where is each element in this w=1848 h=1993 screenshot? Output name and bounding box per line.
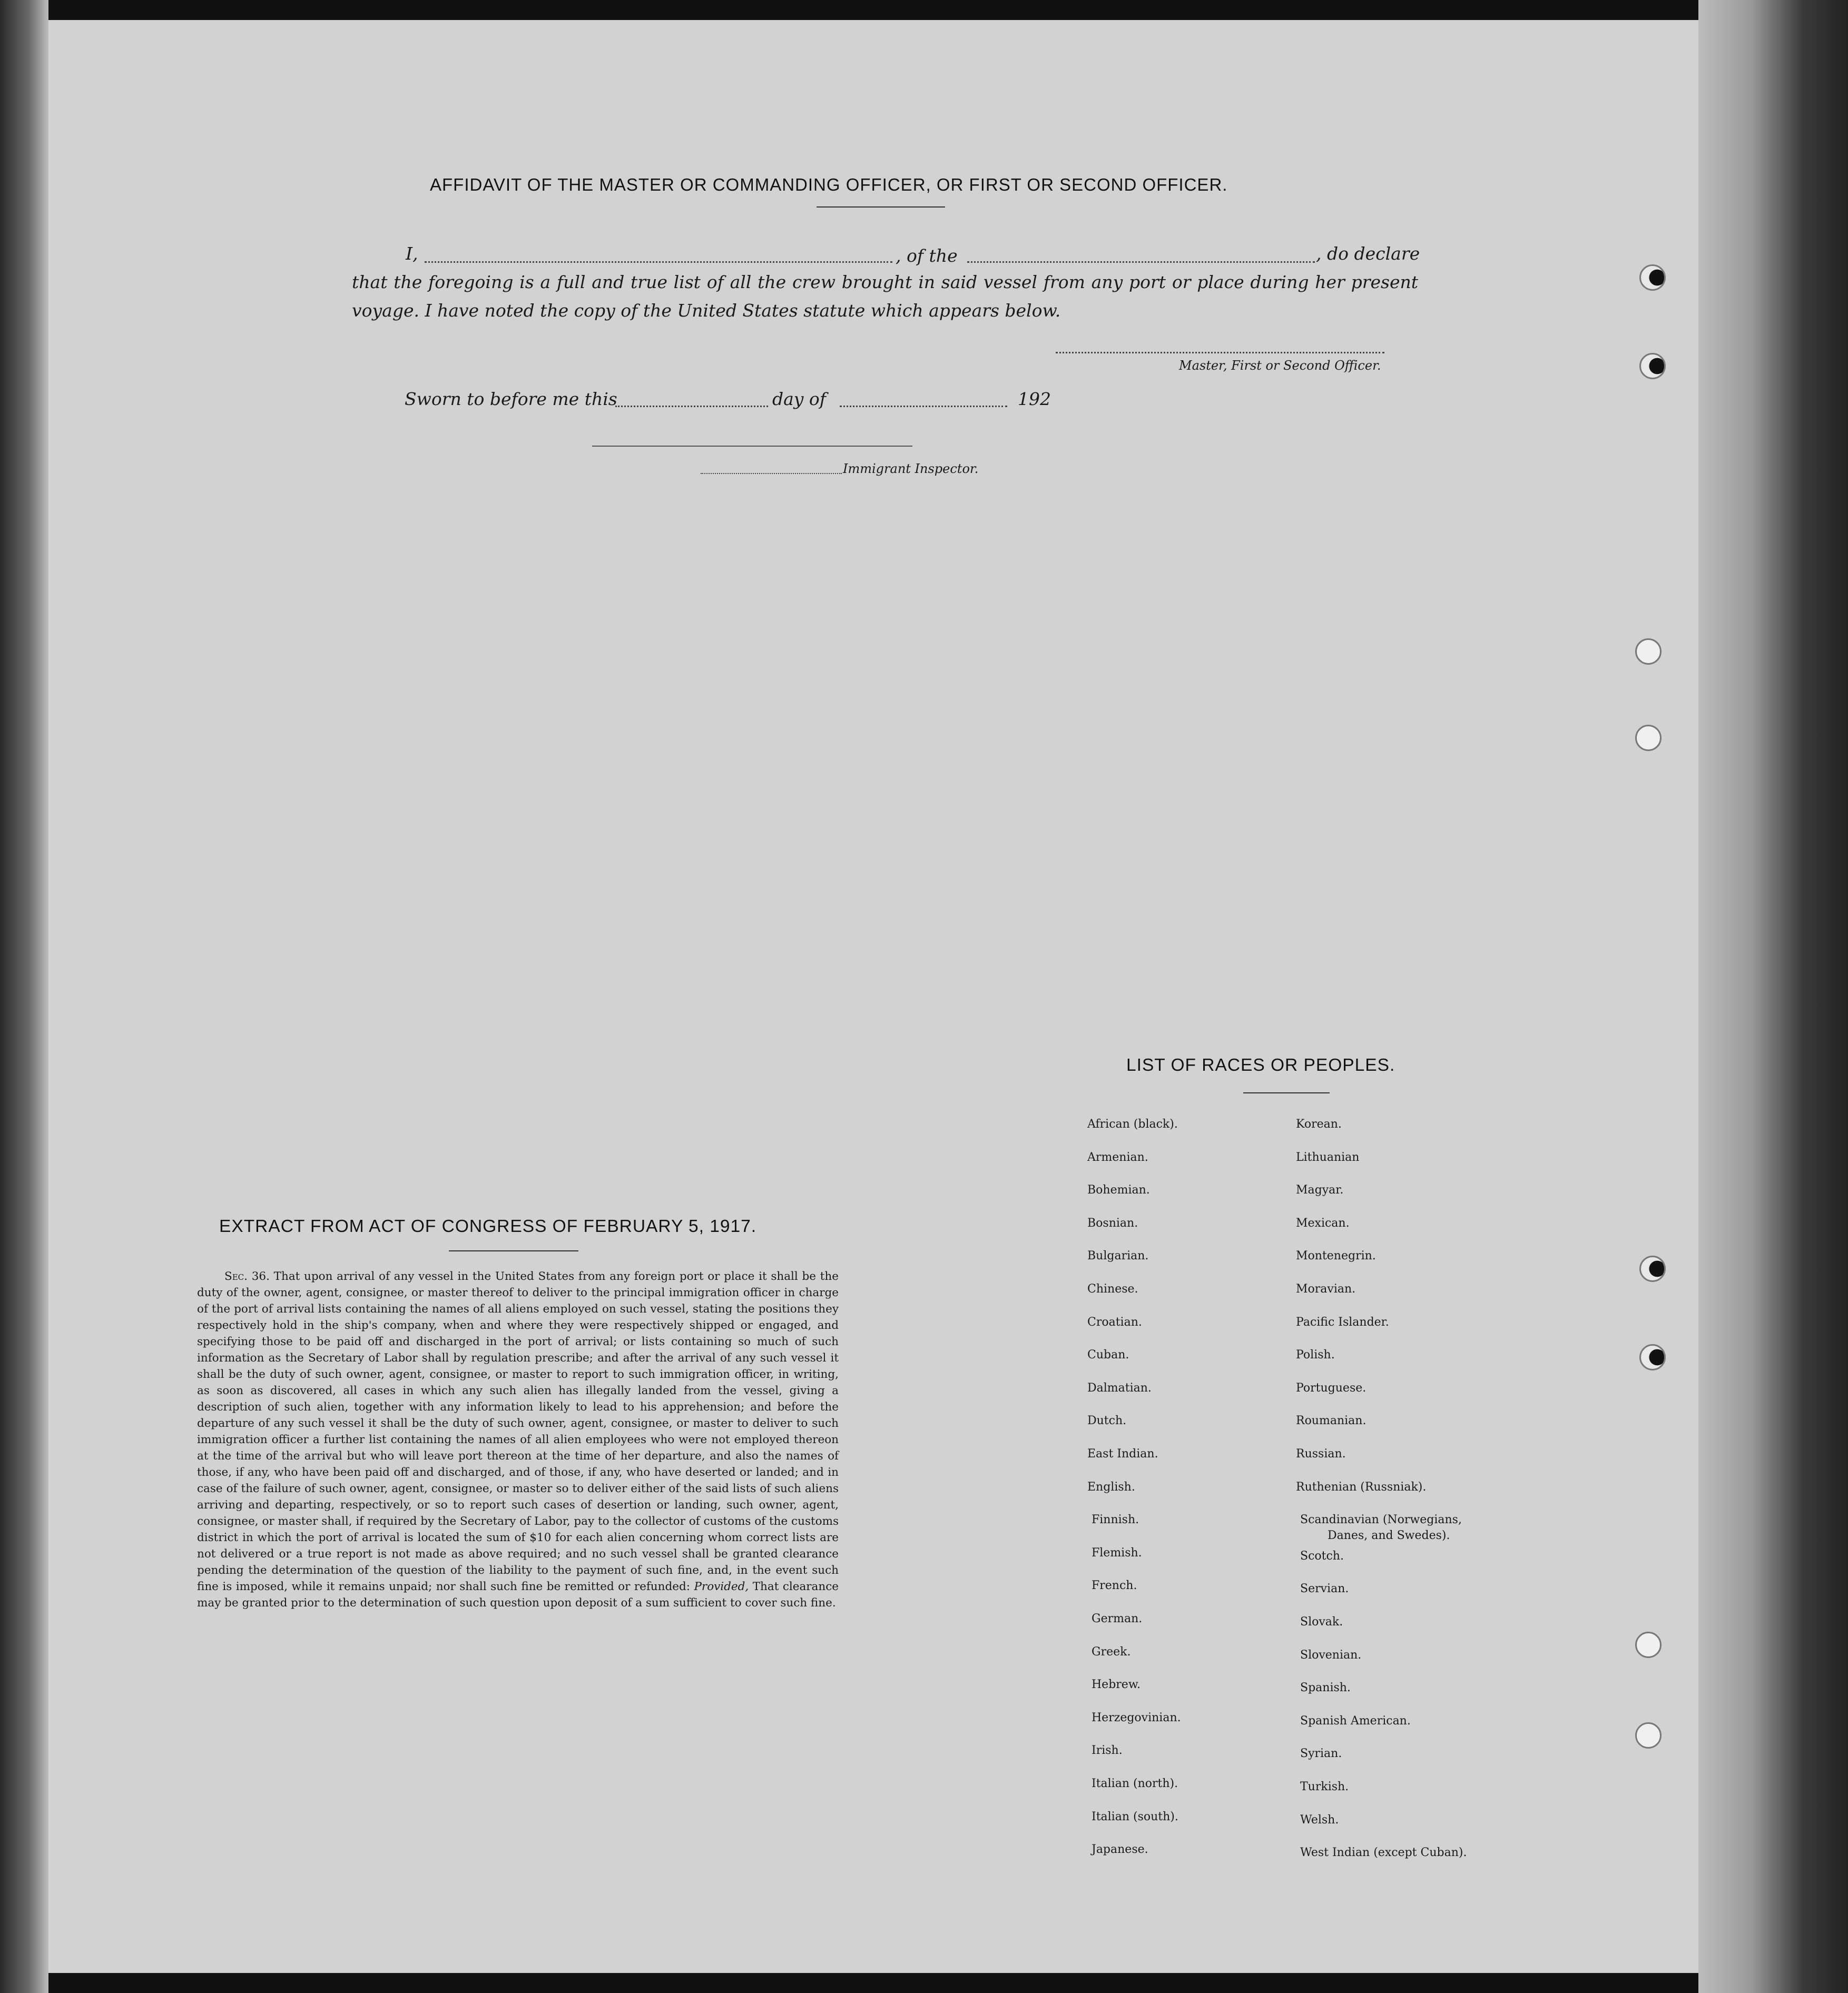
race-item: German. [1092,1612,1143,1625]
race-item: Italian (south). [1092,1810,1178,1823]
race-item: Syrian. [1300,1747,1342,1760]
race-item: Spanish. [1300,1681,1351,1694]
race-item: Portuguese. [1296,1382,1367,1395]
race-item: English. [1087,1481,1135,1494]
sworn-year-label: 192 [1018,389,1051,409]
race-item: African (black). [1087,1118,1178,1131]
race-item: Dalmatian. [1087,1382,1152,1395]
race-item: Servian. [1300,1582,1349,1595]
affidavit-title: AFFIDAVIT OF THE MASTER OR COMMANDING OFFICER, OR FIRST OR SECOND OFFICER. [430,175,1228,194]
master-signature-field[interactable] [1056,352,1384,353]
binder-hole [1635,638,1662,665]
race-item: Montenegrin. [1296,1249,1376,1262]
affidavit-of-the-label: , of the [896,245,958,266]
scan-left-edge [0,0,48,1993]
inspector-caption: Immigrant Inspector. [843,461,979,476]
affidavit-line-2: that the foregoing is a full and true list of all the crew brought in said vessel from any port or place during her present [352,272,1418,292]
race-item: Herzegovinian. [1092,1711,1181,1724]
inspector-name-field[interactable] [701,473,842,474]
binder-hole [1635,725,1662,751]
statute-proviso-text: That clearance may be granted prior to the determination of such question upon deposit of a sum sufficient to cover such fine. [197,1580,839,1610]
race-item: Danes, and Swedes). [1328,1529,1450,1542]
race-item: Chinese. [1087,1282,1138,1296]
race-item: Armenian. [1087,1151,1148,1164]
sworn-month-field[interactable] [840,406,1007,407]
race-item: Bohemian. [1087,1183,1150,1197]
race-item: Dutch. [1087,1414,1127,1427]
race-item: Flemish. [1092,1546,1142,1560]
race-item: West Indian (except Cuban). [1300,1846,1467,1859]
race-item: Croatian. [1087,1316,1142,1329]
race-item: Bosnian. [1087,1217,1138,1230]
race-item: Scandinavian (Norwegians, [1300,1513,1462,1526]
statute-text [197,1268,839,1611]
race-item: Scotch. [1300,1550,1344,1563]
race-item: Magyar. [1296,1183,1344,1197]
sworn-day-field[interactable] [615,406,768,407]
binder-hole [1639,353,1666,379]
extract-title: EXTRACT FROM ACT OF CONGRESS OF FEBRUARY 5, 1917. [219,1217,757,1236]
inspector-signature-line[interactable] [592,446,912,447]
race-item: Pacific Islander. [1296,1316,1389,1329]
sworn-day-of-label: day of [772,389,827,409]
race-item: Slovenian. [1300,1649,1362,1662]
binder-hole [1639,264,1666,291]
race-item: Italian (north). [1092,1777,1178,1790]
scan-right-edge [1698,0,1848,1993]
binder-hole [1639,1256,1666,1282]
statute-section-label: Sec. 36. [224,1270,270,1283]
race-item: Russian. [1296,1447,1346,1461]
binder-hole [1635,1632,1662,1658]
binder-hole [1639,1344,1666,1370]
statute-body: That upon arrival of any vessel in the United States from any foreign port or place it shall be the duty of the owner, agent, consignee, or master thereof to deliver to the principal immigration officer in charge of the port of arrival lists containing the names of all aliens employed on such vessel, stating the positions they respectively hold in the ship's company, when and where they were respectively shipped or engaged, and specifying those to be paid off and discharged in the port of arrival; or lists containing so much of such information as the Secretary of Labor shall by regulation prescribe; and after the arrival of any such vessel it shall be the duty of such owner, agent, consignee, or master to report to such immigration officer, in writing, as soon as discovered, all cases in which any such alien has illegally landed from the vessel, giving a description of such alien, together with any information likely to lead to his apprehension; and before the departure of any such vessel it shall be the duty of such owner, agent, consignee, or master to deliver to such immigration officer a further list containing the names of all alien employees who were not employed thereon at the time of the arrival but who will leave port thereon at the time of her departure, and also the names of those, if any, who have been paid off and discharged, and of those, if any, who have deserted or landed; and in case of the failure of such owner, agent, consignee, or master so to deliver either of the said lists of such aliens arriving and departing, respectively, or so to report such cases of desertion or landing, such owner, agent, consignee, or master shall, if required by the Secretary of Labor, pay to the collector of customs of the customs district in which the port of arrival is located the sum of $10 for each alien concerning whom correct lists are not delivered or a true report is not made as above required; and no such vessel shall be granted clearance pending the determination of the question of the liability to the payment of such fine, and, in the event such fine is imposed, while it remains unpaid; nor shall such fine be remitted or refunded: [197,1270,839,1593]
race-item: Ruthenian (Russniak). [1296,1481,1427,1494]
sworn-prefix: Sworn to before me this [405,389,617,409]
affidavit-i-label: I, [406,243,418,264]
race-item: Mexican. [1296,1217,1350,1230]
race-item: Welsh. [1300,1813,1339,1827]
statute-proviso-word: Provided, [694,1580,749,1593]
race-item: Japanese. [1092,1843,1148,1856]
races-title-rule [1243,1092,1330,1093]
extract-title-rule [449,1250,578,1251]
binder-hole [1635,1722,1662,1749]
race-item: East Indian. [1087,1447,1158,1461]
races-column-2 [1296,1118,1591,1876]
affidavit-title-rule [817,206,945,208]
race-item: Polish. [1296,1348,1335,1361]
race-item: Roumanian. [1296,1414,1367,1427]
race-item: Korean. [1296,1118,1342,1131]
race-item: Cuban. [1087,1348,1129,1361]
vessel-name-field[interactable] [967,261,1315,263]
race-item: Greek. [1092,1645,1131,1659]
race-item: Slovak. [1300,1615,1343,1629]
master-signature-caption: Master, First or Second Officer. [1179,358,1381,373]
race-item: Turkish. [1300,1780,1349,1793]
race-item: Spanish American. [1300,1714,1411,1728]
race-item: Bulgarian. [1087,1249,1149,1262]
race-item: Irish. [1092,1744,1123,1757]
race-item: French. [1092,1579,1137,1592]
race-item: Finnish. [1092,1513,1139,1526]
race-item: Hebrew. [1092,1678,1141,1691]
affidavit-declare-label: , do declare [1316,243,1420,264]
master-name-field[interactable] [425,261,892,263]
races-title: LIST OF RACES OR PEOPLES. [1126,1055,1395,1075]
race-item: Lithuanian [1296,1151,1360,1164]
affidavit-line-3: voyage. I have noted the copy of the United States statute which appears below. [352,300,1061,321]
race-item: Moravian. [1296,1282,1356,1296]
